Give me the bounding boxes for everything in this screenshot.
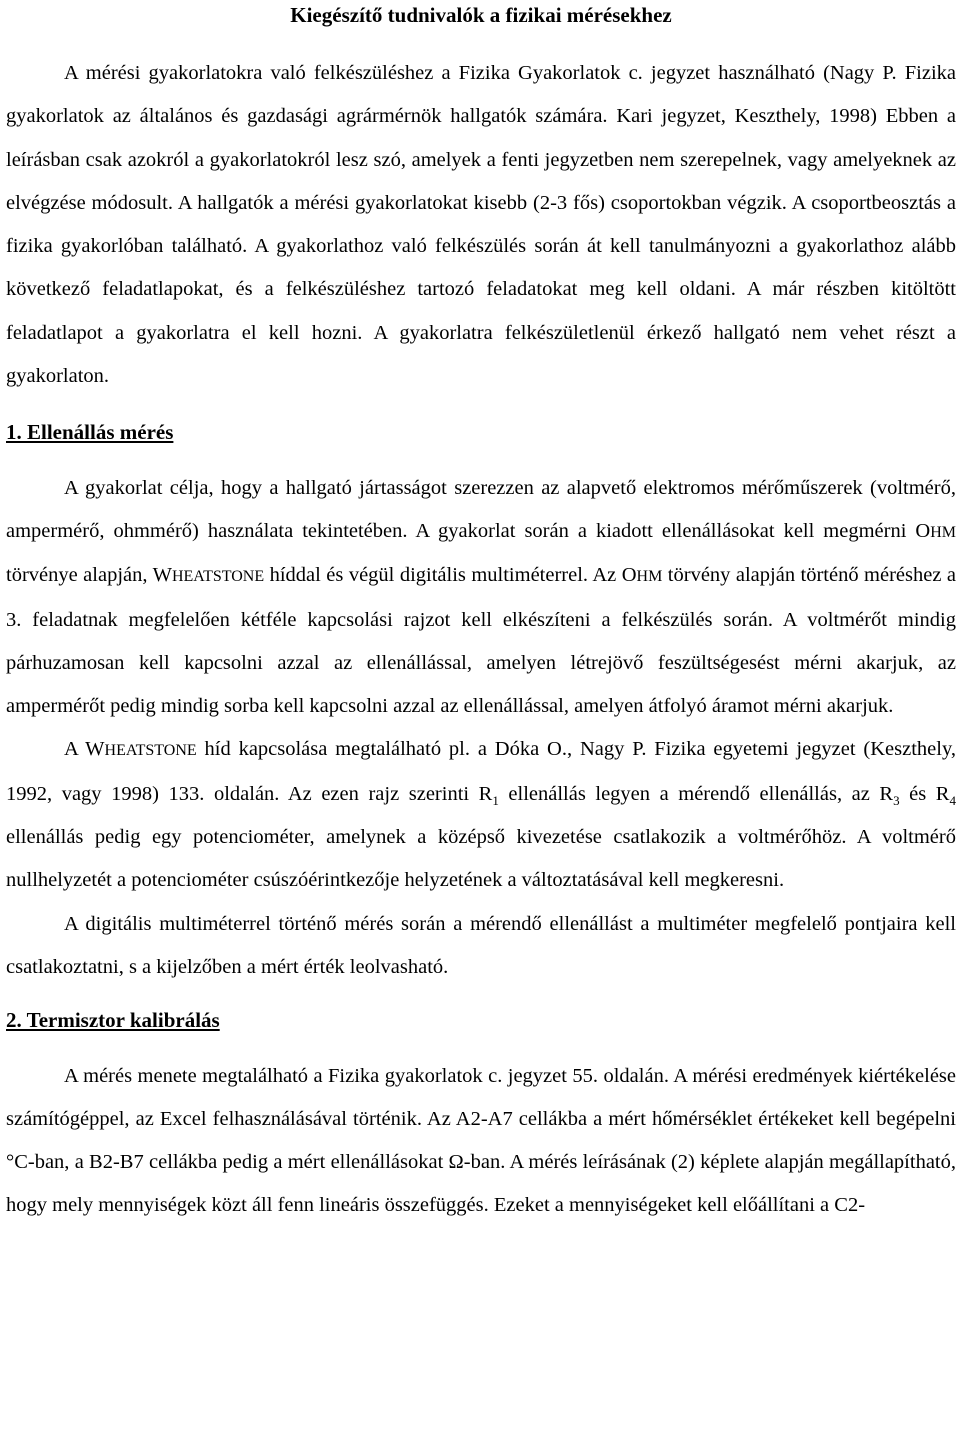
smallcaps-run: HEATSTONE	[104, 742, 197, 760]
document-title: Kiegészítő tudnivalók a fizikai mérésekhez	[290, 3, 672, 27]
subscript: 4	[949, 792, 956, 808]
section-heading-thermistor: 2. Termisztor kalibrálás	[6, 1008, 220, 1033]
text-run: híd kapcsolása megtalálható pl. a Dóka O., Nagy P. Fizika egyetemi jegyzet (Keszthely, 1992, vagy 1998) 133. oldalán. Az ezen rajz szerinti R	[6, 738, 956, 805]
document-page	[6, 0, 956, 1440]
resistance-paragraph-3: A digitális multiméterrel történő mérés során a mérendő ellenállást a multiméter megfelelő pontjaira kell csatlakoztatni, s a kijelzőben a mért érték leolvasható.	[6, 912, 956, 978]
intro-paragraph: A mérési gyakorlatokra való felkészüléshez a Fizika Gyakorlatok c. jegyzet használható (Nagy P. Fizika gyakorlatok az általános és gazdasági agrármérnök hallgatók számára. Kari jegyzet, Keszthely, 1998) Ebben a leírásban csak azokról a gyakorlatokról lesz szó, amelyek a fenti jegyzetben nem szerepelnek, vagy amelyeknek az elvégzése módosult. A hallgatók a mérési gyakorlatokat kisebb (2-3 fős) csoportokban végzik. A csoportbeosztás a fizika gyakorlóban található. A gyakorlathoz való felkészülés során át kell tanulmányozni a gyakorlathoz alább következő feladatlapokat, és a felkészüléshez tartozó feladatokat meg kell oldani. A már részben kitöltött feladatlapot a gyakorlatra el kell hozni. A gyakorlatra felkészületlenül érkező hallgató nem vehet részt a gyakorlaton.	[6, 62, 956, 388]
resistance-paragraph-1	[6, 467, 956, 729]
subscript: 1	[492, 792, 499, 808]
text-run: A gyakorlat célja, hogy a hallgató jártasságot szerezzen az alapvető elektromos mérőműszerek (voltmérő, ampermérő, ohmmérő) használata tekintetében. A gyakorlat során a kiadott ellenállásokat kell megmérni O	[6, 476, 956, 542]
text-run: A W	[64, 738, 105, 761]
smallcaps-run: HEATSTONE	[171, 568, 265, 586]
subscript: 3	[893, 792, 900, 808]
text-run: törvénye alapján, W	[6, 564, 172, 587]
section-heading-resistance: 1. Ellenállás mérés	[6, 420, 174, 445]
thermistor-paragraph-1: A mérés menete megtalálható a Fizika gyakorlatok c. jegyzet 55. oldalán. A mérési eredmények kiértékelése számítógéppel, az Excel felhasználásával történik. Az A2-A7 cellákba a mért hőmérséklet értékeket kell begépelni °C-ban, a B2-B7 cellákba pedig a mért ellenállásokat Ω-ban. A mérés leírásának (2) képlete alapján megállapítható, hogy mely mennyiségek közt áll fenn lineáris összefüggés. Ezeket a mennyiségeket kell előállítani a C2-	[6, 1064, 956, 1217]
resistance-paragraph-2	[6, 728, 956, 902]
text-run: törvény alapján történő méréshez a 3. feladatnak megfelelően kétféle kapcsolási rajzot kell elkészíteni a felkészülés során. A voltmérőt mindig párhuzamosan kell kapcsolni azzal az ellenállással, amelyen létrejövő feszültségesést mérni akarjuk, az ampermérőt pedig mindig sorba kell kapcsolni azzal az ellenállással, amelyen átfolyó áramot mérni akarjuk.	[6, 564, 956, 718]
smallcaps-run: HM	[636, 568, 663, 586]
smallcaps-run: HM	[930, 523, 956, 541]
text-run: híddal és végül digitális multiméterrel. Az O	[264, 564, 637, 587]
text-run: ellenállás legyen a mérendő ellenállás, az R	[498, 782, 894, 805]
text-run: és R	[899, 782, 950, 805]
text-run: ellenállás pedig egy potenciométer, amelynek a középső kivezetése csatlakozik a voltmérőhöz. A voltmérő nullhelyzetét a potenciométer csúszóérintkezője helyzetének a változtatásával kell megkeresni.	[6, 826, 956, 892]
